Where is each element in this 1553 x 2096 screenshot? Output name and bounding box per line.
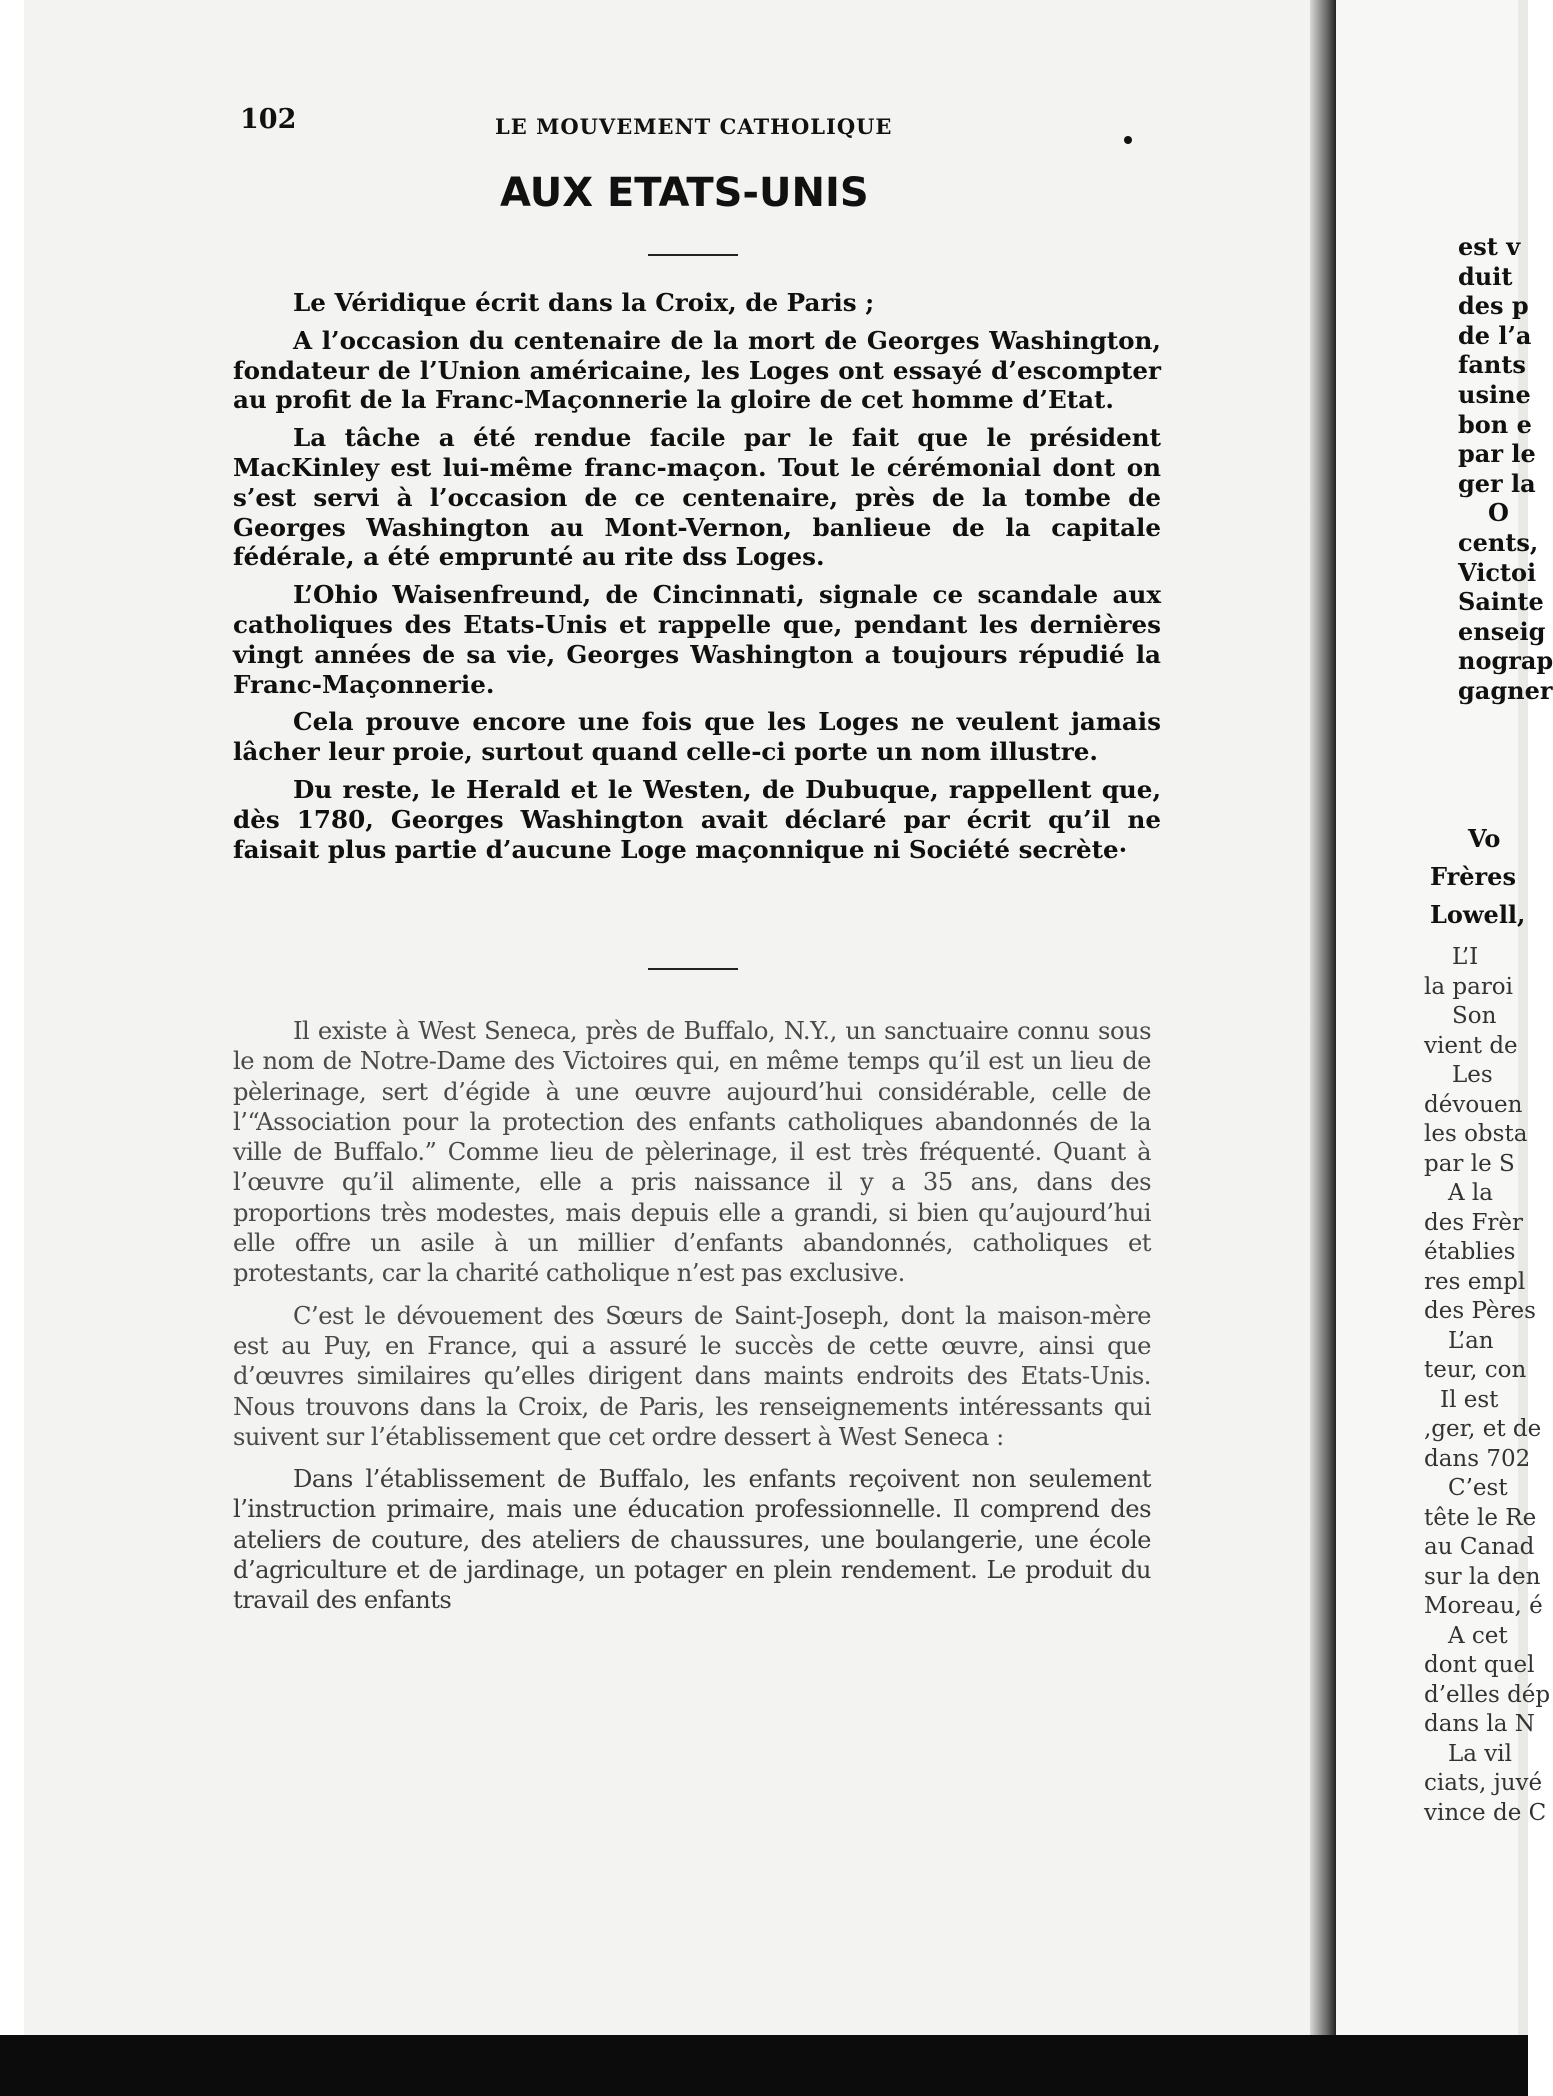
- right-page-line: Victoi: [1458, 557, 1537, 587]
- right-page-line: A la: [1448, 1180, 1493, 1206]
- right-page-line: sur la den: [1424, 1563, 1541, 1590]
- right-page-line: dont quel: [1424, 1652, 1535, 1678]
- article-section-1: [233, 288, 1161, 872]
- right-page-line: Les: [1452, 1062, 1493, 1088]
- right-page-line: des Frèr: [1424, 1209, 1524, 1236]
- right-page-line: vince de C: [1424, 1799, 1547, 1826]
- right-page-line: Moreau, é: [1424, 1593, 1543, 1619]
- right-page-line: O: [1488, 498, 1509, 528]
- right-page-line: des Pères: [1424, 1298, 1536, 1324]
- right-page-line: duit: [1458, 261, 1513, 291]
- page-title: AUX ETATS-UNIS: [500, 170, 869, 216]
- right-page-line: ger la: [1458, 468, 1536, 498]
- right-page-line: vient de: [1424, 1032, 1518, 1059]
- right-page-line: des p: [1458, 291, 1529, 321]
- paragraph: A l’occasion du centenaire de la mort de Georges Washington, fondateur de l’Union américaine, les Loges ont essayé d’escompter au profit de la Franc-Maçonnerie la gloire de cet homme d’Etat.: [233, 325, 1161, 415]
- right-page-line: dans 702: [1424, 1445, 1531, 1472]
- right-page-line: teur, con: [1424, 1357, 1527, 1383]
- paragraph: L’Ohio Waisenfreund, de Cincinnati, signale ce scandale aux catholiques des Etats-Unis et rappelle que, pendant les dernières vingt années de sa vie, Georges Washington a toujours répudié la Franc-Maçonnerie.: [233, 580, 1161, 699]
- right-page-line: au Canad: [1424, 1534, 1535, 1560]
- page-gutter: [1310, 0, 1338, 2040]
- right-page-line: Son: [1452, 1003, 1497, 1029]
- article-section-2: [233, 1016, 1151, 1628]
- right-page-line: est v: [1458, 232, 1521, 261]
- running-head: LE MOUVEMENT CATHOLIQUE: [495, 114, 893, 139]
- right-page-line: par le S: [1424, 1150, 1515, 1177]
- right-page-line: d’elles dép: [1424, 1681, 1551, 1708]
- right-page-line: dévouen: [1424, 1091, 1523, 1118]
- paragraph: Dans l’établissement de Buffalo, les enfants reçoivent non seulement l’instruction primaire, mais une éducation professionnelle. Il comprend des ateliers de couture, des ateliers de chaussures, une boulangerie, une école d’agriculture et de jardinage, un potager en plein rendement. Le produit du travail des enfants: [233, 1465, 1151, 1615]
- divider-rule: [648, 968, 738, 970]
- right-page-line: nograp: [1458, 646, 1553, 676]
- right-page-line: les obsta: [1424, 1121, 1528, 1147]
- right-page-line: L’I: [1452, 944, 1479, 970]
- page-number: 102: [240, 104, 297, 135]
- scan-border: [0, 2035, 1528, 2096]
- right-page-line: La vil: [1448, 1740, 1513, 1767]
- paragraph: Cela prouve encore une fois que les Loges ne veulent jamais lâcher leur proie, surtout quand celle-ci porte un nom illustre.: [233, 707, 1161, 767]
- right-page-line: de l’a: [1458, 320, 1532, 350]
- divider-rule: [648, 254, 738, 256]
- paragraph: C’est le dévouement des Sœurs de Saint-Joseph, dont la maison-mère est au Puy, en France, qui a assuré le succès de cette œuvre, ainsi que d’œuvres similaires qu’elles dirigent dans maints endroits des Etats-Unis. Nous trouvons dans la Croix, de Paris, les renseignements intéressants qui suivent sur l’établissement que cet ordre dessert à West Seneca :: [233, 1301, 1151, 1451]
- right-page-line: Lowell,: [1430, 900, 1526, 929]
- right-page-line: usine: [1458, 380, 1531, 409]
- paragraph: Le Véridique écrit dans la Croix, de Paris ;: [293, 288, 875, 317]
- right-page-line: bon e: [1458, 409, 1532, 439]
- right-page-line: cents,: [1458, 528, 1539, 557]
- right-page-line: par le: [1458, 439, 1536, 469]
- right-page-line: A cet: [1448, 1622, 1508, 1649]
- right-page-line: ,ger, et de: [1424, 1416, 1542, 1442]
- right-page-line: tête le Re: [1424, 1504, 1537, 1531]
- right-page-line: Sainte: [1458, 587, 1544, 617]
- right-page-line: Il est: [1440, 1386, 1499, 1413]
- right-page-line: C’est: [1448, 1475, 1508, 1501]
- right-page-line: dans la N: [1424, 1711, 1535, 1737]
- right-page-line: gagner: [1458, 676, 1553, 705]
- paragraph: La tâche a été rendue facile par le fait que le président MacKinley est lui-même franc-maçon. Tout le cérémonial dont on s’est servi à l’occasion de ce centenaire, près de la tombe de Georges Washington au Mont-Vernon, banlieue de la capitale fédérale, a été emprunté au rite dss Loges.: [233, 423, 1161, 572]
- right-page-line: res empl: [1424, 1268, 1526, 1295]
- right-page-line: ciats, juvé: [1424, 1770, 1543, 1796]
- right-page-line: L’an: [1448, 1327, 1494, 1354]
- ink-dot: [1124, 136, 1132, 144]
- right-page-line: enseig: [1458, 616, 1546, 646]
- paragraph: Du reste, le Herald et le Westen, de Dubuque, rappellent que, dès 1780, Georges Washington avait déclaré par écrit qu’il ne faisait plus partie d’aucune Loge maçonnique ni Société secrète·: [233, 774, 1161, 864]
- paragraph: Il existe à West Seneca, près de Buffalo, N.Y., un sanctuaire connu sous le nom de Notre-Dame des Victoires qui, en même temps qu’il est un lieu de pèlerinage, sert d’égide à une œuvre aujourd’hui considérable, celle de l’“Association pour la protection des enfants catholiques abandonnés de la ville de Buffalo.” Comme lieu de pèlerinage, il est très fréquenté. Quant à l’œuvre qu’il alimente, elle a pris naissance il y a 35 ans, dans des proportions très modestes, mais depuis elle a grandi, si bien qu’aujourd’hui elle offre un asile à un millier d’enfants abandonnés, catholiques et protestants, car la charité catholique n’est pas exclusive.: [233, 1017, 1151, 1288]
- right-page-line: fants: [1458, 350, 1526, 380]
- right-page-line: la paroi: [1424, 973, 1514, 1000]
- right-page-line: Frères: [1430, 862, 1516, 891]
- right-page-line: établies: [1424, 1239, 1516, 1265]
- right-page-line: Vo: [1468, 824, 1501, 853]
